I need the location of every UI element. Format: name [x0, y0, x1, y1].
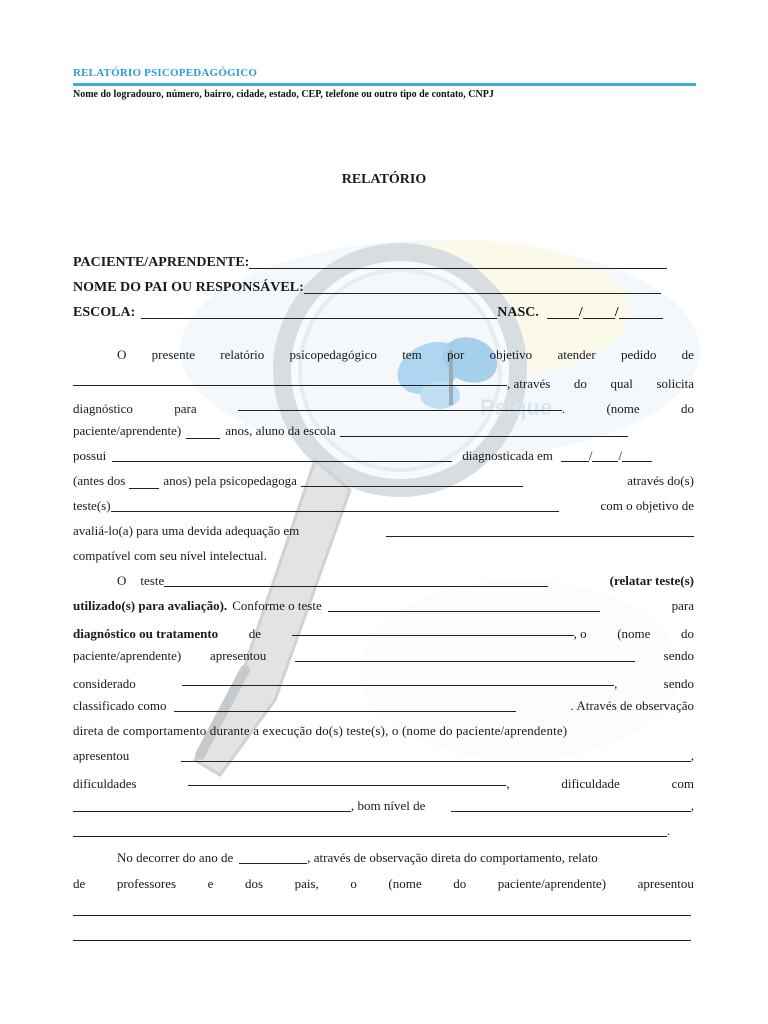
- watermark-text: Psique: [480, 395, 553, 420]
- p3-blank-1[interactable]: [73, 903, 691, 916]
- p2-text: O: [117, 573, 127, 588]
- p1-word: O: [117, 347, 127, 362]
- p2-line-9: [73, 773, 694, 792]
- p2-line-10: [73, 798, 694, 814]
- p2-text: ,: [690, 748, 694, 763]
- p1-word: de: [681, 347, 694, 362]
- birth-month-blank[interactable]: [583, 304, 615, 319]
- treatment-of-blank[interactable]: [292, 623, 574, 636]
- p1-line-5: [73, 448, 694, 464]
- p3-blank-2[interactable]: [73, 928, 691, 941]
- p3-word: (nome: [388, 876, 422, 891]
- p1-line-6: [73, 473, 694, 489]
- p1-text: com o objetivo de: [600, 498, 694, 513]
- p1-text: diagnosticada em: [462, 448, 553, 463]
- p1-text: paciente/aprendente): [73, 423, 182, 438]
- p2-text: com: [671, 776, 694, 791]
- patient-label: PACIENTE/APRENDENTE:: [73, 255, 250, 270]
- p2-text: para: [671, 598, 694, 613]
- difficulties-blank[interactable]: [188, 773, 506, 786]
- p2-text: direta de comportamento durante a execução do(s) teste(s), o (nome do paciente/aprendente): [73, 723, 568, 738]
- p2-text: (nome: [617, 626, 651, 641]
- p2-line-11: [73, 823, 694, 839]
- document-title: RELATÓRIO: [341, 172, 427, 187]
- p1-text: .: [561, 401, 566, 416]
- p1-text: diagnóstico: [73, 401, 133, 416]
- p2-text: , bom nível de: [351, 798, 426, 813]
- p1-text: solicita: [656, 376, 694, 391]
- parent-label: NOME DO PAI OU RESPONSÁVEL:: [73, 280, 304, 295]
- p2-text: paciente/aprendente): [73, 648, 182, 663]
- p2-text: ,: [506, 776, 510, 791]
- letterhead-rule: [73, 83, 696, 86]
- p1-text: (antes dos: [73, 473, 126, 488]
- p1-line-9: [73, 548, 694, 564]
- patient-blank[interactable]: [249, 254, 667, 269]
- p2-text: dificuldade: [561, 776, 620, 791]
- p1-text: do: [680, 401, 694, 416]
- p2-text: . Através de observação: [570, 698, 694, 713]
- p1-word: relatório: [220, 347, 265, 362]
- parent-field: [73, 279, 661, 296]
- p1-text: /: [588, 448, 593, 463]
- p1-text: anos) pela psicopedagoga: [163, 473, 297, 488]
- p2-text: do: [680, 626, 694, 641]
- p1-word: presente: [151, 347, 195, 362]
- p2-text: (relatar teste(s): [609, 573, 694, 588]
- p1-text: através do(s): [627, 473, 694, 488]
- prior-age-blank[interactable]: [129, 476, 159, 489]
- p3-line-1: [117, 850, 694, 866]
- school-field: [73, 304, 663, 321]
- p2-text: dificuldades: [73, 776, 137, 791]
- patient-field: [73, 254, 667, 271]
- p2-text: apresentou: [73, 748, 130, 763]
- p2-text: diagnóstico ou tratamento: [73, 626, 219, 641]
- good-level-blank[interactable]: [451, 799, 691, 812]
- p2-line-8: [73, 748, 694, 764]
- p1-text: do: [573, 376, 587, 391]
- p2-text: teste: [140, 573, 165, 588]
- year-blank[interactable]: [239, 851, 307, 864]
- p2-text: sendo: [663, 648, 694, 663]
- p3-line-3: [73, 903, 694, 918]
- p1-text: possui: [73, 448, 107, 463]
- school-name-blank[interactable]: [340, 424, 628, 437]
- p3-word: pais,: [294, 876, 319, 891]
- p1-text: /: [618, 448, 623, 463]
- p1-line-2: [73, 373, 694, 392]
- p1-word: tem: [402, 347, 422, 362]
- requester-blank[interactable]: [73, 373, 507, 386]
- p2-text: , o: [573, 626, 587, 641]
- p3-word: paciente/aprendente): [497, 876, 607, 891]
- p3-line-2: [73, 876, 694, 892]
- p1-line-4: [73, 423, 694, 439]
- p1-word: atender: [557, 347, 596, 362]
- p1-text: para: [174, 401, 197, 416]
- p3-text: , através de observação direta do comportamento, relato: [307, 850, 598, 865]
- age-blank[interactable]: [186, 426, 220, 439]
- p2-text: classificado como: [73, 698, 167, 713]
- test-name-blank[interactable]: [164, 574, 548, 587]
- p2-text: ,: [614, 676, 618, 691]
- p1-word: pedido: [620, 347, 657, 362]
- p2-line-7: [73, 723, 694, 739]
- p2-text: sendo: [663, 676, 694, 691]
- p2-text: Conforme o teste: [232, 598, 322, 613]
- p1-line-1: [117, 347, 694, 363]
- p2-line-1: [117, 573, 694, 589]
- letterhead-title: RELATÓRIO PSICOPEDAGÓGICO: [73, 67, 258, 79]
- psychopedagogue-blank[interactable]: [301, 474, 523, 487]
- considered-blank[interactable]: [182, 673, 614, 686]
- presented-blank[interactable]: [295, 649, 635, 662]
- diag-year-blank[interactable]: [622, 449, 652, 462]
- p3-word: de: [73, 876, 86, 891]
- classified-blank[interactable]: [174, 699, 516, 712]
- p1-word: objetivo: [489, 347, 533, 362]
- p1-text: teste(s): [73, 498, 111, 513]
- p1-text: compatível com seu nível intelectual.: [73, 548, 267, 563]
- birth-year-blank[interactable]: [619, 304, 663, 319]
- p2-text: utilizado(s) para avaliação).: [73, 598, 228, 613]
- difficulty-with-blank[interactable]: [73, 799, 351, 812]
- p3-text: No decorrer do ano de: [117, 850, 234, 865]
- p1-line-8: [73, 523, 694, 539]
- p1-text: qual: [610, 376, 633, 391]
- p3-word: dos: [244, 876, 264, 891]
- p2-line-6: [73, 698, 694, 714]
- birth-day-blank[interactable]: [547, 304, 579, 319]
- birth-slash-1: /: [578, 305, 583, 320]
- p3-word: apresentou: [637, 876, 694, 891]
- school-label: ESCOLA:: [73, 305, 136, 320]
- p1-line-7: [73, 498, 694, 514]
- p3-word: o: [350, 876, 357, 891]
- p2-line-4: [73, 648, 694, 664]
- p2-closing-blank[interactable]: [73, 824, 667, 837]
- birth-label: NASC.: [497, 305, 539, 320]
- p1-word: por: [446, 347, 465, 362]
- p2-text: .: [667, 823, 671, 838]
- p1-text: , através: [507, 376, 551, 391]
- birth-slash-2: /: [614, 305, 619, 320]
- p1-word: psicopedagógico: [289, 347, 377, 362]
- school-blank[interactable]: [141, 304, 497, 319]
- adequacy-blank[interactable]: [386, 524, 694, 537]
- p2-text: apresentou: [209, 648, 267, 663]
- p1-text: avaliá-lo(a) para uma devida adequação em: [73, 523, 300, 538]
- diag-day-blank[interactable]: [561, 449, 589, 462]
- p2-line-3: [73, 623, 694, 642]
- p3-word: e: [207, 876, 214, 891]
- tests-blank[interactable]: [111, 499, 559, 512]
- p2-text: considerado: [73, 676, 136, 691]
- p1-text: (nome: [606, 401, 640, 416]
- condition-blank[interactable]: [112, 449, 452, 462]
- letterhead-address: Nome do logradouro, número, bairro, cidade, estado, CEP, telefone ou outro tipo de contato, CNPJ: [73, 89, 494, 100]
- p3-word: do: [453, 876, 467, 891]
- diag-month-blank[interactable]: [592, 449, 618, 462]
- p2-line-5: [73, 673, 694, 692]
- p2-line-2: [73, 598, 694, 614]
- p2-text: ,: [690, 798, 694, 813]
- conforme-test-blank[interactable]: [328, 599, 600, 612]
- diagnosis-for-blank[interactable]: [238, 398, 562, 411]
- p1-text: anos, aluno da escola: [225, 423, 336, 438]
- p3-word: professores: [116, 876, 177, 891]
- p3-line-4: [73, 928, 694, 943]
- presented-observation-blank[interactable]: [181, 749, 691, 762]
- p1-line-3: [73, 398, 694, 417]
- p2-text: de: [248, 626, 262, 641]
- parent-blank[interactable]: [304, 279, 661, 294]
